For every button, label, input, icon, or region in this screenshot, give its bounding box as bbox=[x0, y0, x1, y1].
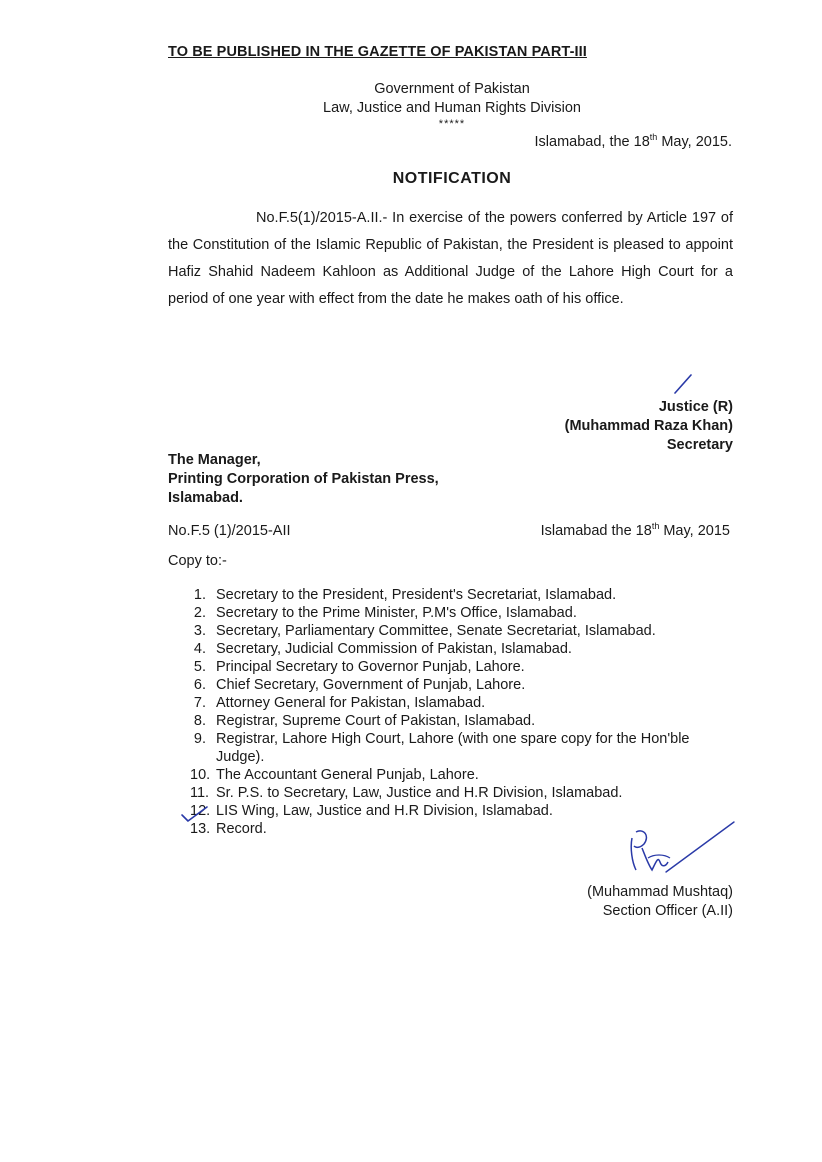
list-item: 7. Attorney General for Pakistan, Islamabad. bbox=[193, 695, 486, 711]
addressee-line-1: The Manager, bbox=[168, 452, 261, 468]
reference-date: Islamabad the 18th May, 2015 bbox=[540, 521, 730, 539]
list-item: 12. LIS Wing, Law, Justice and H.R Division, Islamabad. bbox=[190, 803, 553, 819]
addressee-line-2: Printing Corporation of Pakistan Press, bbox=[168, 471, 439, 487]
government-name: Government of Pakistan bbox=[374, 81, 530, 97]
copy-to-label: Copy to:- bbox=[168, 553, 227, 569]
division-name: Law, Justice and Human Rights Division bbox=[323, 100, 581, 116]
list-item: 1. Secretary to the President, President's Secretariat, Islamabad. bbox=[193, 587, 617, 603]
reference-number: No.F.5 (1)/2015-AII bbox=[168, 523, 291, 539]
list-item: 6. Chief Secretary, Government of Punjab, Lahore. bbox=[193, 677, 526, 693]
notification-body: No.F.5(1)/2015-A.II.- In exercise of the powers conferred by Article 197 of the Constitution of the Islamic Republic of Pakistan, the President is pleased to appoint Hafiz Shahid Nadeem Kahloon as Additional Judge of the Lahore High Court for a period of one year with effect from the date he makes oath of his office. bbox=[168, 210, 733, 307]
issue-date: Islamabad, the 18th May, 2015. bbox=[534, 132, 732, 150]
signatory-title: Justice (R) bbox=[658, 399, 733, 415]
list-item: 9. Registrar, Lahore High Court, Lahore (with one spare copy for the Hon'ble Judge). bbox=[193, 731, 690, 765]
separator-stars: ***** bbox=[438, 118, 466, 130]
handwritten-signature-icon bbox=[622, 818, 742, 888]
list-item: 8. Registrar, Supreme Court of Pakistan, Islamabad. bbox=[193, 713, 536, 729]
signatory-designation: Secretary bbox=[666, 437, 733, 453]
gazette-heading: TO BE PUBLISHED IN THE GAZETTE OF PAKISTAN PART-III bbox=[168, 44, 587, 60]
check-mark-icon bbox=[180, 805, 210, 823]
list-item: 5. Principal Secretary to Governor Punjab, Lahore. bbox=[193, 659, 525, 675]
list-item: 2. Secretary to the Prime Minister, P.M's Office, Islamabad. bbox=[193, 605, 577, 621]
addressee-line-3: Islamabad. bbox=[168, 490, 243, 506]
section-officer-name: (Muhammad Mushtaq) bbox=[587, 884, 733, 900]
list-item: 4. Secretary, Judicial Commission of Pakistan, Islamabad. bbox=[193, 641, 572, 657]
section-officer-designation: Section Officer (A.II) bbox=[602, 903, 733, 919]
list-item: 13. Record. bbox=[190, 821, 267, 837]
notification-title: NOTIFICATION bbox=[392, 170, 512, 187]
addressee-block bbox=[168, 451, 439, 508]
signature-tick-mark bbox=[672, 373, 694, 395]
signatory-name: (Muhammad Raza Khan) bbox=[564, 418, 733, 434]
list-item: 11. Sr. P.S. to Secretary, Law, Justice and H.R Division, Islamabad. bbox=[190, 785, 623, 801]
list-item: 10. The Accountant General Punjab, Lahore. bbox=[190, 767, 479, 783]
copy-to-list bbox=[168, 586, 738, 838]
list-item: 3. Secretary, Parliamentary Committee, Senate Secretariat, Islamabad. bbox=[193, 623, 656, 639]
